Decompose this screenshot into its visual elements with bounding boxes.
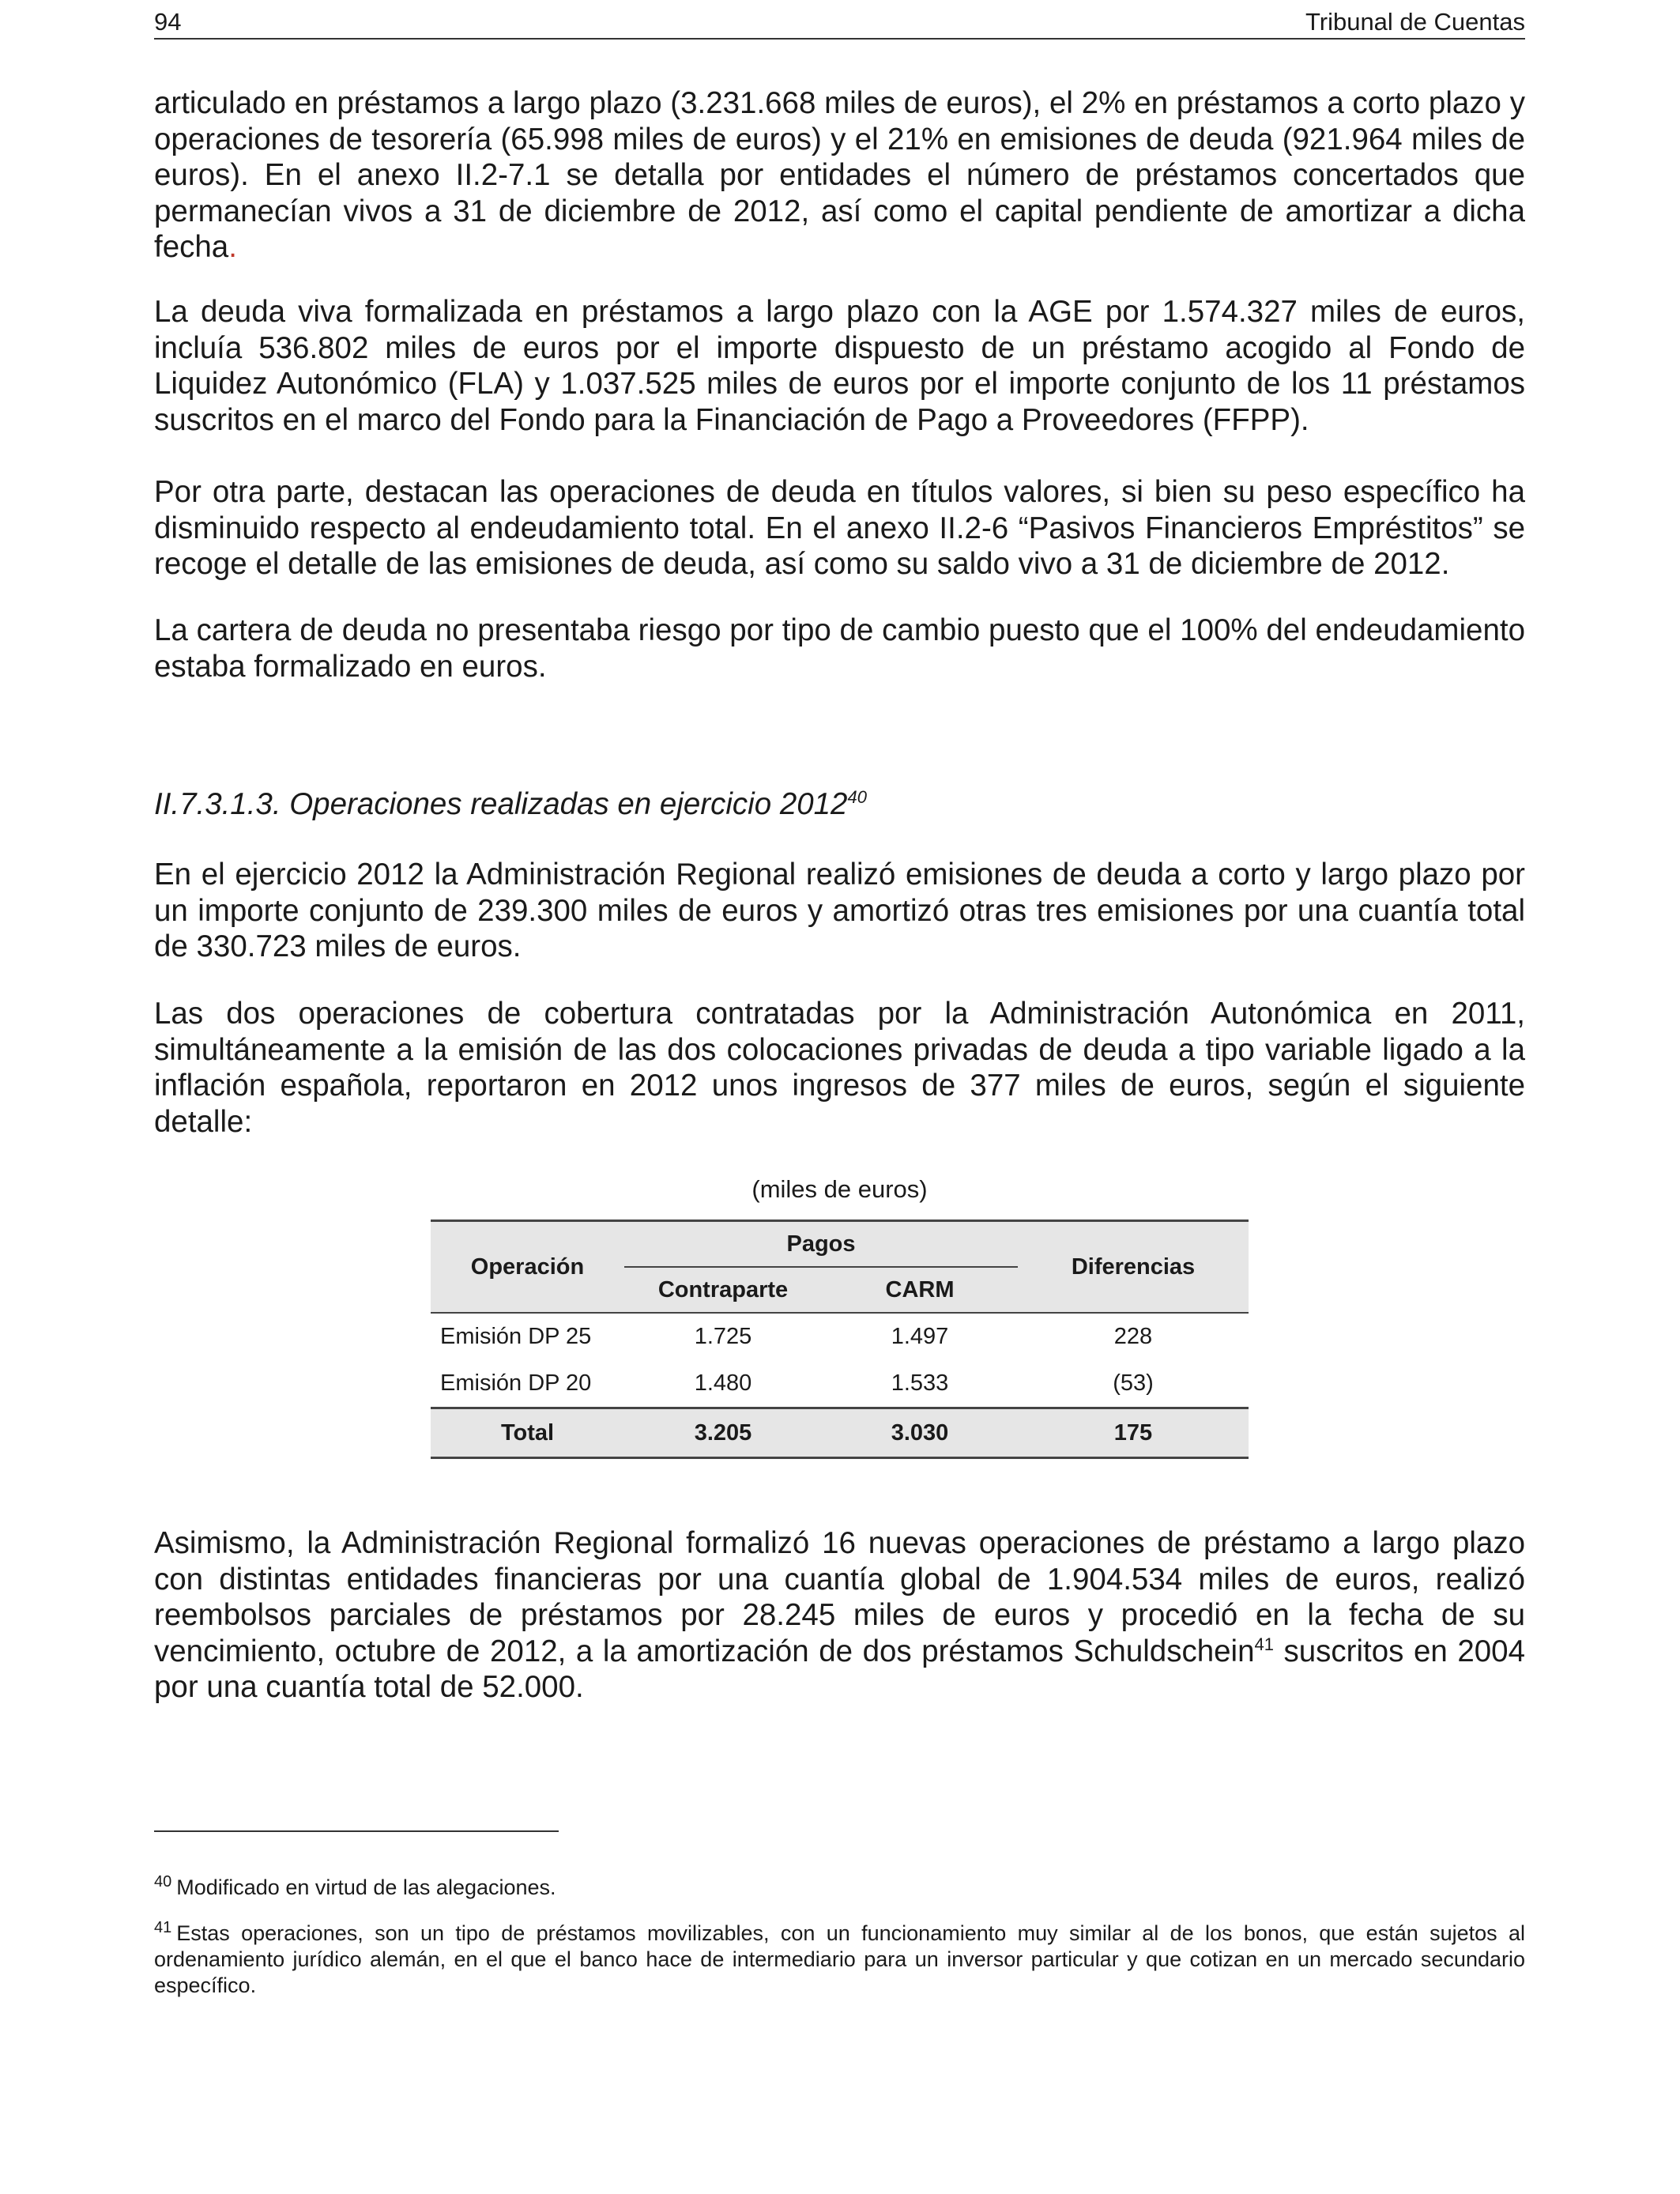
paragraph-hedging: Las dos operaciones de cobertura contratadas por la Administración Autonómica en 2011, simultáneamente a la emisión de las dos colocaciones privadas de deuda a tipo variable ligado a la inflación española, reportaron en 2012 unos ingresos de 377 miles de euros, según el siguiente detalle: — [154, 997, 1525, 1139]
cell-operacion: Emisión DP 25 — [440, 1324, 592, 1349]
table-row — [431, 1360, 1249, 1408]
cell-carm: 1.497 — [891, 1324, 949, 1349]
section-heading-text: II.7.3.1.3. Operaciones realizadas en ejercicio 2012 — [154, 787, 848, 821]
footnote-ref-40: 40 — [847, 787, 867, 808]
paragraph-end-mark: . — [228, 230, 237, 264]
column-header-pagos: Pagos — [624, 1221, 1018, 1268]
cell-contraparte: 1.725 — [694, 1324, 752, 1349]
column-header-operacion: Operación — [470, 1253, 585, 1280]
footnote-number: 41 — [154, 1919, 172, 1936]
section-heading — [154, 786, 867, 822]
cell-diferencias: 228 — [1113, 1324, 1153, 1349]
paragraph-new-loans — [154, 1525, 1525, 1706]
column-header-contraparte: Contraparte — [657, 1276, 789, 1302]
cell-total-diferencias: 175 — [1018, 1408, 1249, 1458]
footnote-text: Modificado en virtud de las alegaciones. — [176, 1875, 556, 1899]
paragraph-debt-structure — [154, 85, 1525, 266]
footnote-40 — [154, 1875, 1525, 1901]
cell-carm: 1.533 — [891, 1370, 949, 1396]
footnote-divider — [154, 1830, 559, 1832]
footnote-ref-41: 41 — [1254, 1634, 1274, 1654]
header-title: Tribunal de Cuentas — [1305, 8, 1525, 36]
footnote-text: Estas operaciones, son un tipo de préstamos movilizables, con un funcionamiento muy similar al de los bonos, que están sujetos al ordenamiento jurídico alemán, en el que el banco hace de intermediario para un inversor particular y que cotizan en un mercado secundario específico. — [154, 1921, 1525, 1997]
paragraph-text: Asimismo, la Administración Regional formalizó 16 nuevas operaciones de préstamo a largo plazo con distintas entidades financieras por una cuantía global de 1.904.534 miles de euros, realizó reembolsos parciales de préstamos por 28.245 miles de euros y procedió en la fecha de su vencimiento, octubre de 2012, a la amortización de dos préstamos Schuldschein — [154, 1526, 1525, 1668]
hedging-table — [431, 1220, 1249, 1459]
paragraph-text-cont: suscritos en 2004 por una cuantía total de 52.000. — [154, 1634, 1525, 1704]
cell-total-label: Total — [431, 1408, 624, 1458]
table-total-row — [431, 1408, 1249, 1458]
cell-total-carm: 3.030 — [822, 1408, 1018, 1458]
table-caption: (miles de euros) — [751, 1175, 928, 1203]
paragraph-age-loans: La deuda viva formalizada en préstamos a largo plazo con la AGE por 1.574.327 miles de euros, incluía 536.802 miles de euros por el importe dispuesto de un préstamo acogido al Fondo de Liquidez Autonómico (FLA) y 1.037.525 miles de euros por el importe conjunto de los 11 préstamos suscritos en el marco del Fondo para la Financiación de Pago a Proveedores (FFPP). — [154, 295, 1525, 437]
page-number: 94 — [154, 8, 182, 36]
cell-contraparte: 1.480 — [694, 1370, 752, 1396]
paragraph-emissions: En el ejercicio 2012 la Administración Regional realizó emisiones de deuda a corto y largo plazo por un importe conjunto de 239.300 miles de euros y amortizó otras tres emisiones por una cuantía total de 330.723 miles de euros. — [154, 858, 1525, 963]
column-header-carm: CARM — [885, 1276, 955, 1302]
paragraph-securities: Por otra parte, destacan las operaciones de deuda en títulos valores, si bien su peso específico ha disminuido respecto al endeudamiento total. En el anexo II.2-6 “Pasivos Financieros Empréstitos” se recoge el detalle de las emisiones de deuda, así como su saldo vivo a 31 de diciembre de 2012. — [154, 475, 1525, 581]
cell-operacion: Emisión DP 20 — [440, 1370, 592, 1396]
page-header — [154, 6, 1525, 40]
paragraph-text: articulado en préstamos a largo plazo (3.231.668 miles de euros), el 2% en préstamos a corto plazo y operaciones de tesorería (65.998 miles de euros) y el 21% en emisiones de deuda (921.964 miles de euros). En el anexo II.2-7.1 se detalla por entidades el número de préstamos concertados que permanecían vivos a 31 de diciembre de 2012, así como el capital pendiente de amortizar a dicha fecha — [154, 86, 1525, 264]
cell-total-contraparte: 3.205 — [624, 1408, 822, 1458]
paragraph-exchange-risk: La cartera de deuda no presentaba riesgo por tipo de cambio puesto que el 100% del endeudamiento estaba formalizado en euros. — [154, 613, 1525, 684]
footnote-41 — [154, 1921, 1525, 1999]
footnote-number: 40 — [154, 1873, 172, 1891]
column-header-diferencias: Diferencias — [1071, 1253, 1196, 1280]
cell-diferencias: (53) — [1113, 1370, 1154, 1396]
table-row — [431, 1313, 1249, 1360]
